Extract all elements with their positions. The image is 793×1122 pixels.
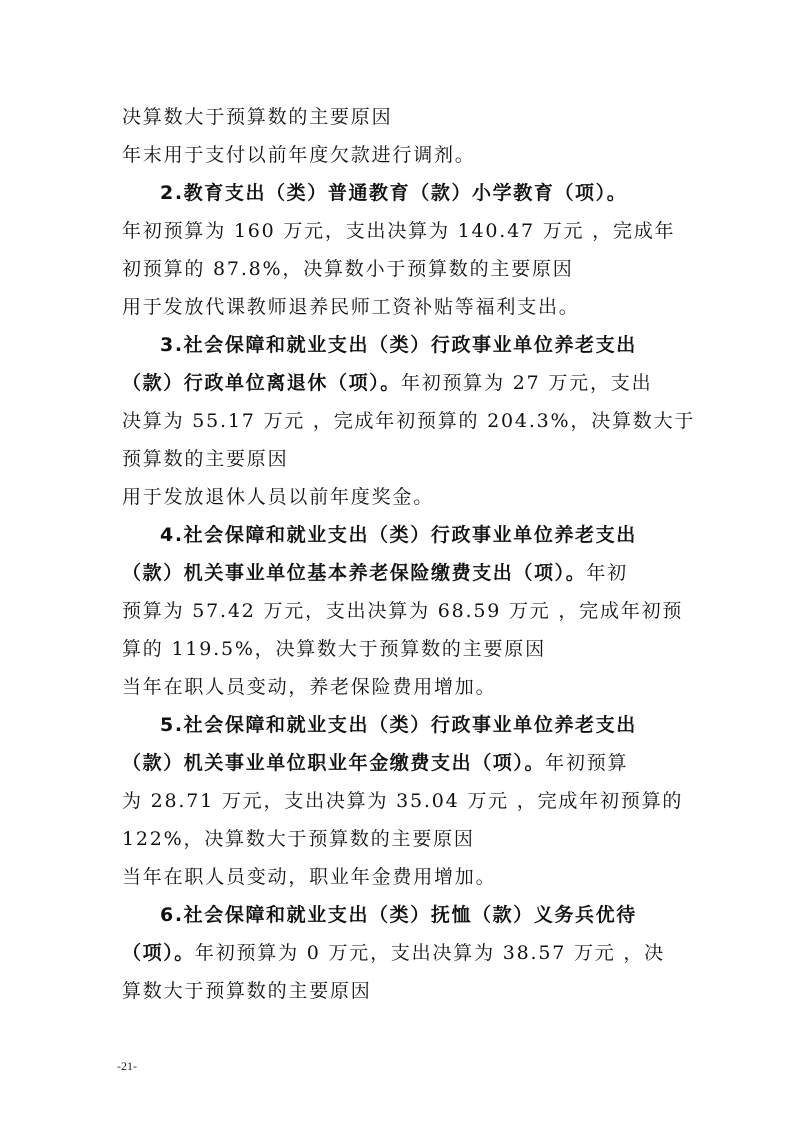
text-line: 初预算的 87.8%，决算数小于预算数的主要原因 bbox=[122, 258, 574, 280]
text-line: 当年在职人员变动，职业年金费用增加。 bbox=[122, 866, 497, 888]
text-line bbox=[122, 751, 628, 775]
text-segment: 年初预算 bbox=[545, 752, 629, 774]
section-heading-5-continued: （款）机关事业单位职业年金缴费支出（项）。 bbox=[122, 752, 546, 774]
section-heading-3: 3.社会保障和就业支出（类）行政事业单位养老支出 bbox=[160, 334, 637, 356]
section-heading-2: 2.教育支出（类）普通教育（款）小学教育（项）。 bbox=[160, 182, 628, 204]
text-line: 预算数的主要原因 bbox=[122, 448, 289, 470]
text-line: 预算为 57.42 万元，支出决算为 68.59 万元 ，完成年初预 bbox=[122, 600, 684, 622]
text-line bbox=[122, 941, 665, 965]
text-line: 年末用于支付以前年度欠款进行调剂。 bbox=[122, 144, 476, 166]
section-heading-3-continued: （款）行政单位离退休（项）。 bbox=[122, 372, 401, 394]
section-heading-5: 5.社会保障和就业支出（类）行政事业单位养老支出 bbox=[160, 714, 637, 736]
section-heading-6: 6.社会保障和就业支出（类）抚恤（款）义务兵优待 bbox=[160, 904, 637, 926]
text-line: 用于发放代课教师退养民师工资补贴等福利支出。 bbox=[122, 296, 580, 318]
text-line bbox=[122, 371, 652, 395]
text-line: 为 28.71 万元，支出决算为 35.04 万元 ，完成年初预算的 bbox=[122, 790, 684, 812]
section-heading-4: 4.社会保障和就业支出（类）行政事业单位养老支出 bbox=[160, 524, 637, 546]
text-line: 决算为 55.17 万元 ，完成年初预算的 204.3%，决算数大于 bbox=[122, 410, 696, 432]
text-line: 算的 119.5%，决算数大于预算数的主要原因 bbox=[122, 638, 546, 660]
text-segment: 年初 bbox=[586, 562, 628, 584]
text-line: 122%，决算数大于预算数的主要原因 bbox=[122, 828, 475, 850]
text-line: 决算数大于预算数的主要原因 bbox=[122, 106, 393, 128]
text-line: 算数大于预算数的主要原因 bbox=[122, 980, 372, 1002]
text-line: 年初预算为 160 万元，支出决算为 140.47 万元 ，完成年 bbox=[122, 220, 676, 242]
text-line bbox=[122, 561, 628, 585]
text-segment: 年初预算为 27 万元，支出 bbox=[400, 372, 653, 394]
text-segment: 年初预算为 0 万元，支出决算为 38.57 万元 ，决 bbox=[194, 942, 665, 964]
text-line: 当年在职人员变动，养老保险费用增加。 bbox=[122, 676, 497, 698]
section-heading-6-continued: （项）。 bbox=[122, 942, 195, 964]
section-heading-4-continued: （款）机关事业单位基本养老保险缴费支出（项）。 bbox=[122, 562, 587, 584]
page-number: -21- bbox=[117, 1059, 137, 1073]
text-line: 用于发放退休人员以前年度奖金。 bbox=[122, 486, 435, 508]
